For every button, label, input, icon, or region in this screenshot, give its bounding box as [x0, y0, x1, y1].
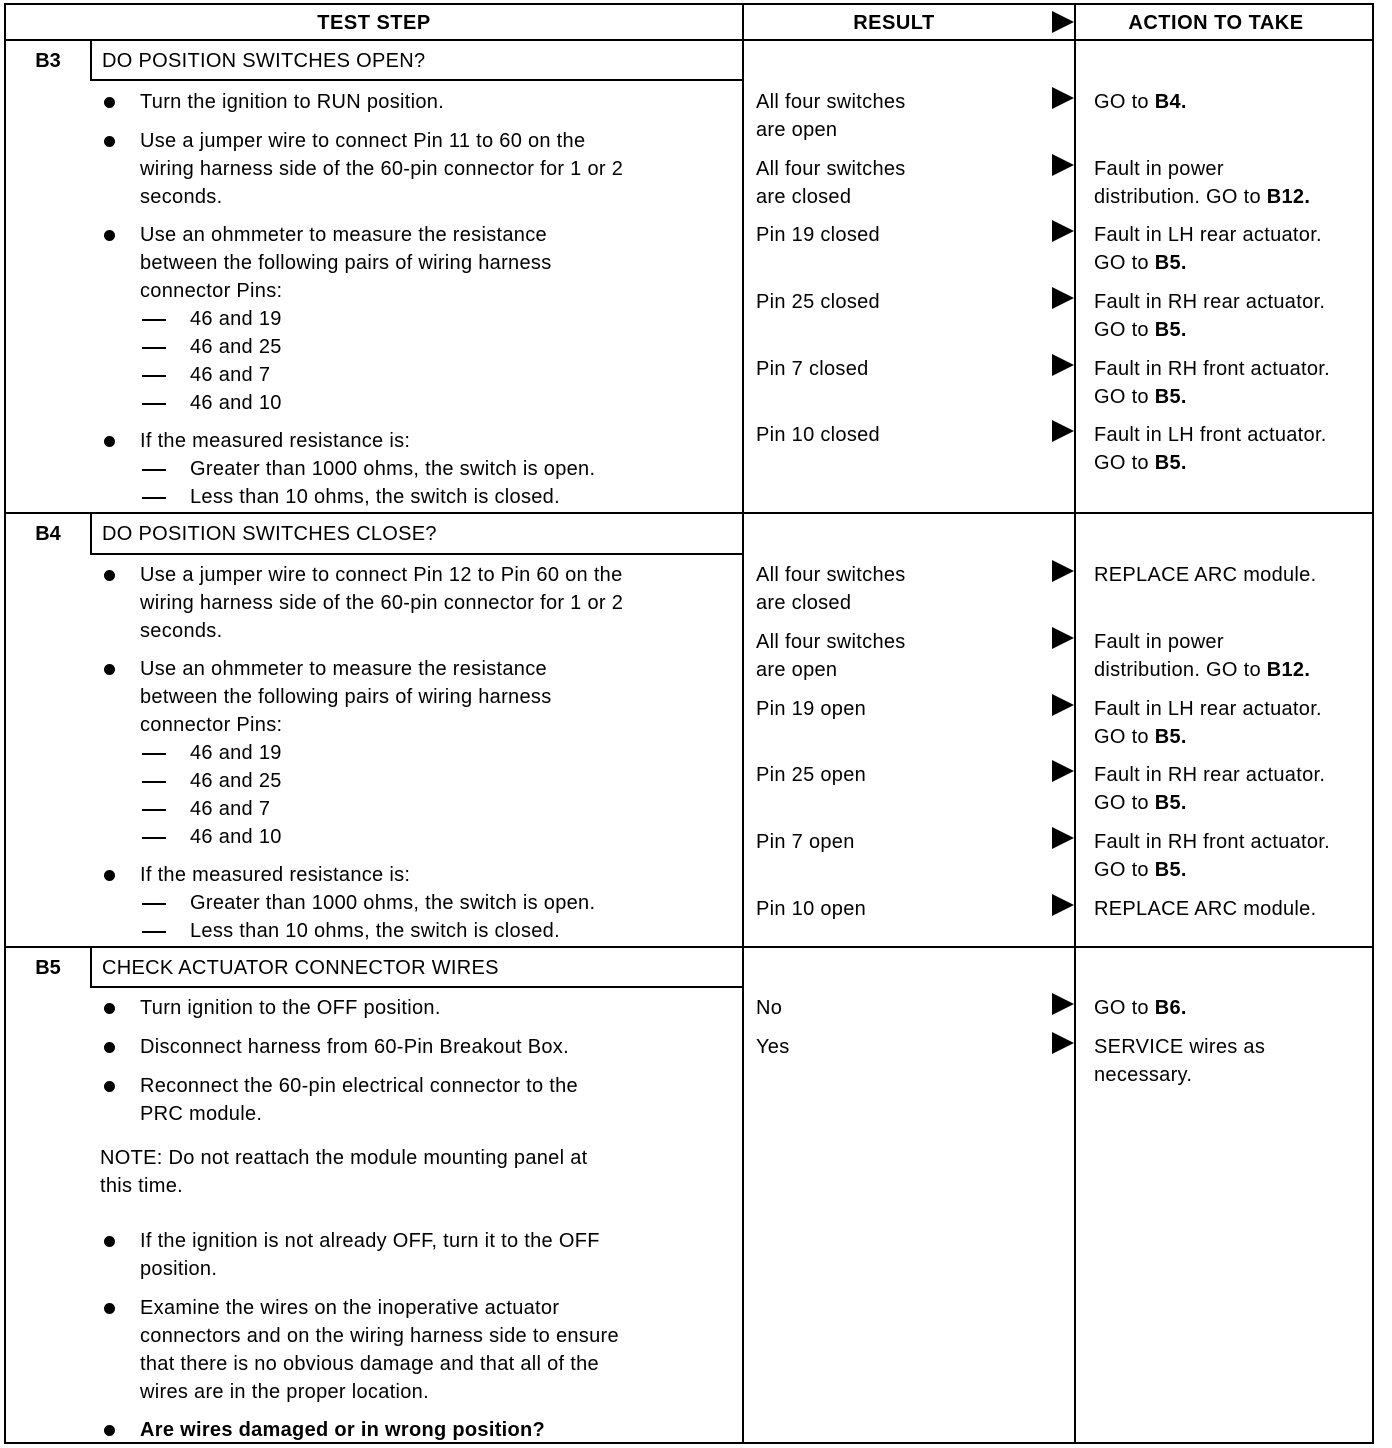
b4-action-5-line-1: Fault in RH front actuator. [1094, 831, 1330, 853]
bullet-icon [104, 136, 115, 147]
b4-action-1: REPLACE ARC module. [1094, 564, 1317, 586]
bullet-icon [104, 1236, 115, 1247]
section-rule [6, 946, 1372, 948]
b4-step-2-line-3: connector Pins: [140, 714, 283, 736]
arrow-right-icon [1052, 11, 1074, 33]
arrow-right-icon [1052, 420, 1074, 442]
dash-icon [142, 931, 166, 933]
b4-action-6: REPLACE ARC module. [1094, 898, 1317, 920]
b4-action-3-line-1: Fault in LH rear actuator. [1094, 698, 1322, 720]
arrow-right-icon [1052, 154, 1074, 176]
b3-result-5: Pin 7 closed [756, 358, 869, 380]
arrow-right-icon [1052, 220, 1074, 242]
b5-step-5-line-3: that there is no obvious damage and that all of the [140, 1353, 599, 1375]
b3-action-6-line-2: GO to B5. [1094, 452, 1187, 474]
b5-step-5-line-4: wires are in the proper location. [140, 1381, 429, 1403]
b4-step-3: If the measured resistance is: [140, 864, 411, 886]
dash-icon [142, 319, 166, 321]
bullet-icon [104, 664, 115, 675]
b5-note-line-1: NOTE: Do not reattach the module mounting panel at [100, 1147, 588, 1169]
step-id-divider [90, 41, 92, 80]
header-test-step: TEST STEP [317, 12, 431, 34]
step-id-b3: B3 [35, 50, 61, 72]
b4-pin-pair-1: 46 and 19 [190, 742, 282, 764]
b3-step-3-line-1: Use an ohmmeter to measure the resistance [140, 224, 547, 246]
bullet-icon [104, 1425, 115, 1436]
b5-step-4-line-1: If the ignition is not already OFF, turn it to the OFF [140, 1230, 600, 1252]
dash-icon [142, 781, 166, 783]
b3-result-2-line-2: are closed [756, 186, 852, 208]
b4-result-2-line-2: are open [756, 659, 838, 681]
b3-step-2-line-3: seconds. [140, 186, 223, 208]
b5-result-1: No [756, 997, 783, 1019]
b3-pin-pair-3: 46 and 7 [190, 364, 271, 386]
b5-result-2: Yes [756, 1036, 790, 1058]
b4-step-1-line-2: wiring harness side of the 60-pin connector for 1 or 2 [140, 592, 624, 614]
b3-step-3-line-3: connector Pins: [140, 280, 283, 302]
b4-pin-pair-2: 46 and 25 [190, 770, 282, 792]
step-title-rule [90, 986, 742, 988]
section-rule [6, 512, 1372, 514]
b3-step-3-line-2: between the following pairs of wiring harness [140, 252, 552, 274]
arrow-right-icon [1052, 760, 1074, 782]
arrow-right-icon [1052, 894, 1074, 916]
b4-result-6: Pin 10 open [756, 898, 867, 920]
b4-action-2-line-2: distribution. GO to B12. [1094, 659, 1311, 681]
arrow-right-icon [1052, 993, 1074, 1015]
bullet-icon [104, 1081, 115, 1092]
b5-step-4-line-2: position. [140, 1258, 218, 1280]
b4-action-5-line-2: GO to B5. [1094, 859, 1187, 881]
b4-condition-2: Less than 10 ohms, the switch is closed. [190, 920, 560, 942]
dash-icon [142, 809, 166, 811]
dash-icon [142, 375, 166, 377]
b5-note-line-2: this time. [100, 1175, 184, 1197]
b5-step-5-line-1: Examine the wires on the inoperative actuator [140, 1297, 560, 1319]
bullet-icon [104, 570, 115, 581]
b3-action-1: GO to B4. [1094, 91, 1187, 113]
b4-condition-1: Greater than 1000 ohms, the switch is open. [190, 892, 596, 914]
b4-pin-pair-3: 46 and 7 [190, 798, 271, 820]
b3-action-2-line-1: Fault in power [1094, 158, 1224, 180]
b3-action-4-line-2: GO to B5. [1094, 319, 1187, 341]
b3-pin-pair-4: 46 and 10 [190, 392, 282, 414]
header-result: RESULT [853, 12, 935, 34]
b3-result-3: Pin 19 closed [756, 224, 880, 246]
b4-result-1-line-2: are closed [756, 592, 852, 614]
b3-pin-pair-2: 46 and 25 [190, 336, 282, 358]
b3-step-2-line-1: Use a jumper wire to connect Pin 11 to 60 on the [140, 130, 586, 152]
b5-step-6: Are wires damaged or in wrong position? [140, 1419, 546, 1441]
b3-step-4: If the measured resistance is: [140, 430, 411, 452]
dash-icon [142, 837, 166, 839]
b3-step-1: Turn the ignition to RUN position. [140, 91, 445, 113]
b3-result-2-line-1: All four switches [756, 158, 906, 180]
bullet-icon [104, 1003, 115, 1014]
diagnostic-table [4, 3, 1374, 1444]
b3-action-5-line-2: GO to B5. [1094, 386, 1187, 408]
dash-icon [142, 347, 166, 349]
header-action: ACTION TO TAKE [1128, 12, 1304, 34]
b3-condition-1: Greater than 1000 ohms, the switch is open. [190, 458, 596, 480]
step-title-rule [90, 79, 742, 81]
b3-result-6: Pin 10 closed [756, 424, 880, 446]
b3-result-4: Pin 25 closed [756, 291, 880, 313]
b3-condition-2: Less than 10 ohms, the switch is closed. [190, 486, 560, 508]
step-id-b4: B4 [35, 523, 61, 545]
bullet-icon [104, 436, 115, 447]
b4-step-1-line-3: seconds. [140, 620, 223, 642]
step-title-b5: CHECK ACTUATOR CONNECTOR WIRES [102, 957, 499, 979]
dash-icon [142, 403, 166, 405]
b4-result-5: Pin 7 open [756, 831, 855, 853]
step-title-rule [90, 553, 742, 555]
b5-action-2-line-2: necessary. [1094, 1064, 1193, 1086]
arrow-right-icon [1052, 1032, 1074, 1054]
dash-icon [142, 903, 166, 905]
dash-icon [142, 753, 166, 755]
arrow-right-icon [1052, 827, 1074, 849]
b3-step-2-line-2: wiring harness side of the 60-pin connector for 1 or 2 [140, 158, 624, 180]
b3-action-4-line-1: Fault in RH rear actuator. [1094, 291, 1326, 313]
b4-action-3-line-2: GO to B5. [1094, 726, 1187, 748]
dash-icon [142, 497, 166, 499]
b4-result-1-line-1: All four switches [756, 564, 906, 586]
arrow-right-icon [1052, 87, 1074, 109]
arrow-right-icon [1052, 694, 1074, 716]
b4-step-2-line-1: Use an ohmmeter to measure the resistance [140, 658, 547, 680]
arrow-right-icon [1052, 627, 1074, 649]
b5-action-1: GO to B6. [1094, 997, 1187, 1019]
b5-step-1: Turn ignition to the OFF position. [140, 997, 441, 1019]
b4-result-2-line-1: All four switches [756, 631, 906, 653]
b3-action-3-line-1: Fault in LH rear actuator. [1094, 224, 1322, 246]
b4-result-3: Pin 19 open [756, 698, 867, 720]
b4-step-1-line-1: Use a jumper wire to connect Pin 12 to Pin 60 on the [140, 564, 623, 586]
bullet-icon [104, 97, 115, 108]
b5-step-2: Disconnect harness from 60-Pin Breakout Box. [140, 1036, 569, 1058]
bullet-icon [104, 870, 115, 881]
b4-pin-pair-4: 46 and 10 [190, 826, 282, 848]
step-title-b4: DO POSITION SWITCHES CLOSE? [102, 523, 437, 545]
arrow-right-icon [1052, 287, 1074, 309]
b4-action-4-line-2: GO to B5. [1094, 792, 1187, 814]
b5-action-2-line-1: SERVICE wires as [1094, 1036, 1266, 1058]
b3-action-5-line-1: Fault in RH front actuator. [1094, 358, 1330, 380]
b3-action-6-line-1: Fault in LH front actuator. [1094, 424, 1327, 446]
b3-action-2-line-2: distribution. GO to B12. [1094, 186, 1311, 208]
b4-action-4-line-1: Fault in RH rear actuator. [1094, 764, 1326, 786]
bullet-icon [104, 1303, 115, 1314]
b4-result-4: Pin 25 open [756, 764, 867, 786]
b5-step-5-line-2: connectors and on the wiring harness side to ensure [140, 1325, 619, 1347]
b3-pin-pair-1: 46 and 19 [190, 308, 282, 330]
bullet-icon [104, 230, 115, 241]
bullet-icon [104, 1042, 115, 1053]
b4-step-2-line-2: between the following pairs of wiring harness [140, 686, 552, 708]
b4-action-2-line-1: Fault in power [1094, 631, 1224, 653]
step-id-divider [90, 948, 92, 988]
b5-step-3-line-2: PRC module. [140, 1103, 263, 1125]
column-divider-result [742, 5, 744, 1442]
b3-action-3-line-2: GO to B5. [1094, 252, 1187, 274]
b3-result-1-line-1: All four switches [756, 91, 906, 113]
arrow-right-icon [1052, 560, 1074, 582]
step-id-b5: B5 [35, 957, 61, 979]
step-id-divider [90, 514, 92, 554]
step-title-b3: DO POSITION SWITCHES OPEN? [102, 50, 426, 72]
b5-step-3-line-1: Reconnect the 60-pin electrical connector to the [140, 1075, 578, 1097]
b3-result-1-line-2: are open [756, 119, 838, 141]
arrow-right-icon [1052, 354, 1074, 376]
column-divider-action [1074, 5, 1076, 1442]
dash-icon [142, 469, 166, 471]
